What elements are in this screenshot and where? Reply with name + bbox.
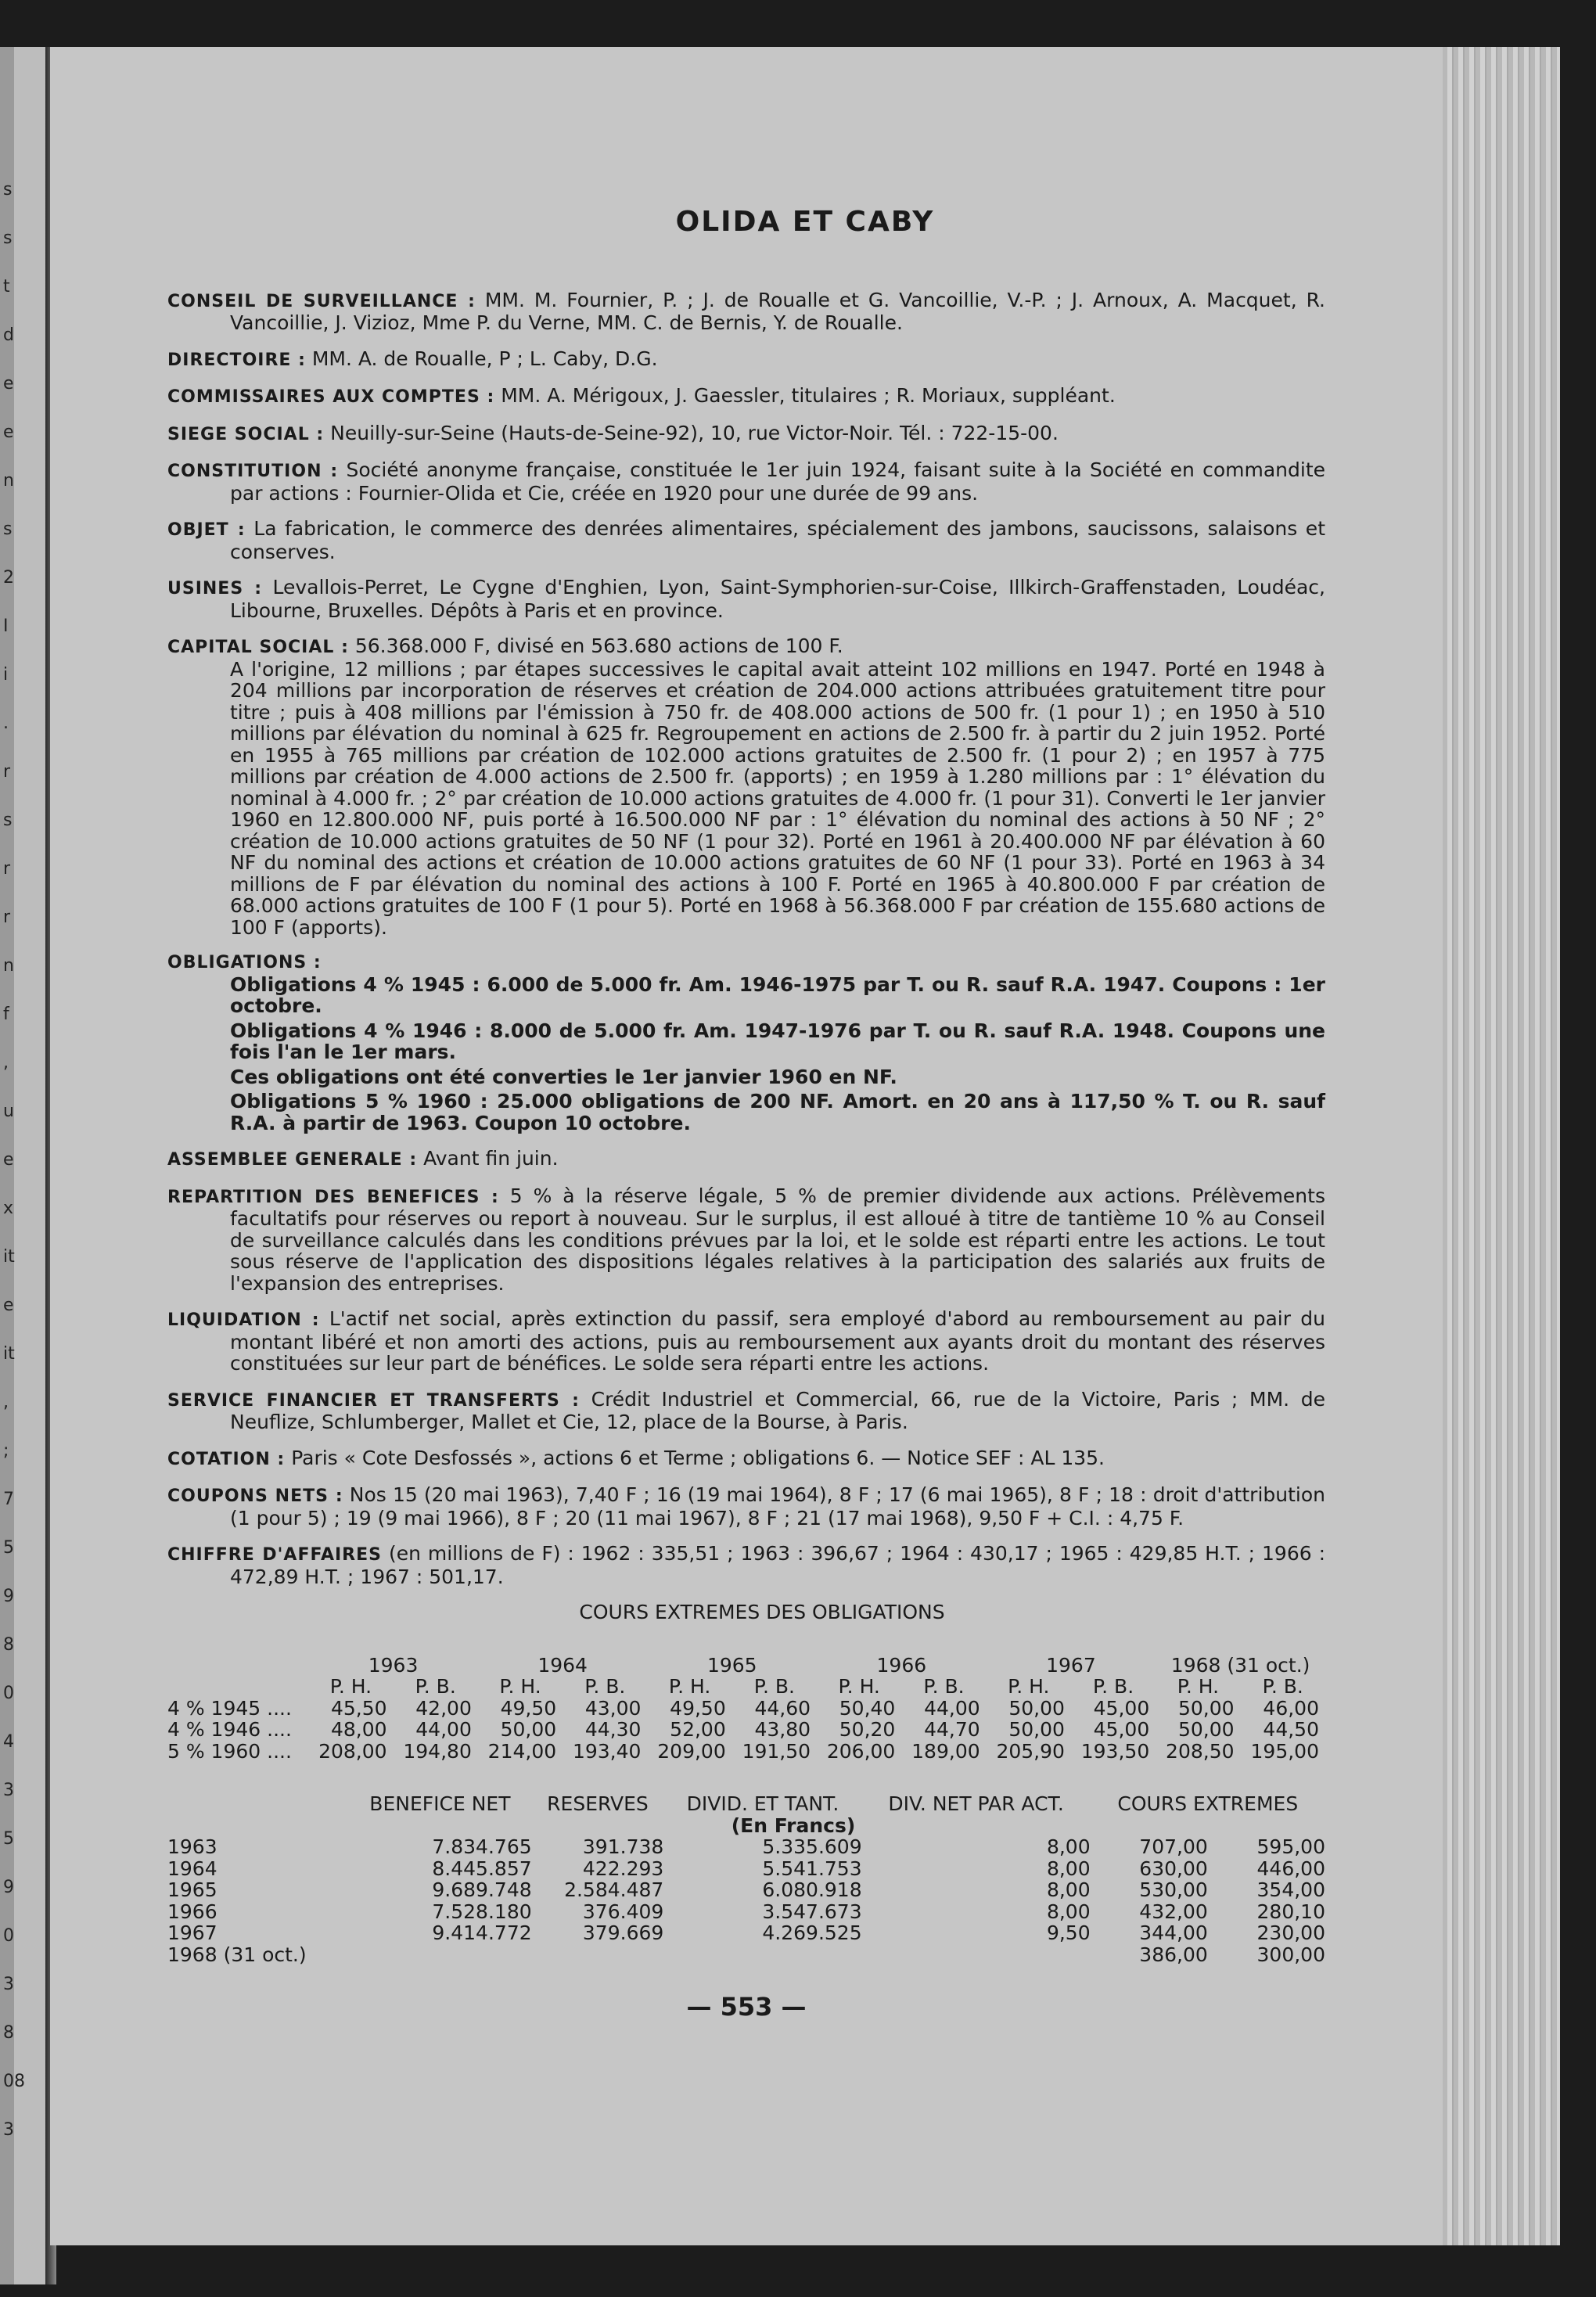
bond-price-cell: 208,50: [1166, 1739, 1235, 1763]
results-divid-cell: 3.547.673: [762, 1900, 862, 1923]
section-text: Avant fin juin.: [423, 1147, 559, 1170]
bond-price-cell: 209,00: [657, 1739, 726, 1763]
facing-page-fragment: s: [3, 180, 13, 200]
facing-page-fragment: n: [3, 471, 14, 491]
results-divid-cell: 5.541.753: [762, 1857, 862, 1880]
section-sections2-3: [167, 1389, 1325, 1433]
section-label: LIQUIDATION :: [167, 1310, 320, 1330]
bond-price-cell: 49,50: [500, 1696, 557, 1720]
section-text: MM. A. de Roualle, P ; L. Caby, D.G.: [311, 347, 658, 370]
bond-price-cell: 52,00: [670, 1718, 726, 1741]
bond-price-cell: 208,00: [318, 1739, 387, 1763]
bond-year-header: 1968 (31 oct.): [1170, 1653, 1310, 1677]
section-sections2-1: [167, 1185, 1325, 1295]
section-text: Crédit Industriel et Commercial, 66, rue de la Victoire, Paris ; MM. de Neuflize, Schlumberger, Mallet et Cie, 12, place de la Bourse, à Paris.: [230, 1387, 1325, 1433]
facing-page-fragment: 2: [3, 568, 14, 588]
capital-section: [167, 635, 1325, 938]
results-divnet-cell: [862, 1944, 1091, 1966]
bond-sub-row: [167, 1676, 1325, 1698]
page-content: [167, 206, 1326, 2022]
table-row: [167, 1879, 1325, 1901]
results-benefice-cell: 9.414.772: [432, 1921, 532, 1944]
section-text: Neuilly-sur-Seine (Hauts-de-Seine-92), 10, rue Victor-Noir. Tél. : 722-15-00.: [330, 421, 1059, 444]
facing-page-fragment: 9: [3, 1878, 14, 1897]
results-reserves-cell: 422.293: [582, 1857, 664, 1880]
section-label: SIEGE SOCIAL :: [167, 424, 325, 444]
unit-row: [167, 1815, 1325, 1837]
bond-price-cell: 45,50: [330, 1696, 387, 1720]
bond-subheader: P. H.: [1008, 1675, 1050, 1698]
results-low-cell: 280,10: [1256, 1900, 1325, 1923]
results-year-cell: 1965: [167, 1878, 217, 1901]
section-text: Société anonyme française, constituée le 1er juin 1924, faisant suite à la Société en commandite par actions : Fournier-Olida et Cie, créée en 1920 pour une durée de 99 ans.: [230, 458, 1326, 505]
bond-price-cell: 44,50: [1263, 1718, 1319, 1741]
results-high-cell: 707,00: [1139, 1835, 1208, 1858]
results-year-cell: 1967: [167, 1921, 217, 1944]
section-sections-2: [167, 385, 1325, 408]
results-header-row: [167, 1793, 1325, 1815]
facing-page-fragment: 5: [3, 1538, 14, 1558]
results-low-cell: 300,00: [1256, 1943, 1325, 1966]
section-text: 5 % à la réserve légale, 5 % de premier dividende aux actions. Prélèvements facultatifs pour réserves ou report à nouveau. Sur le surplus, il est alloué à titre de tantième 10 % au Conseil de surveillance calculés dans les conditions prévues par la loi, et le solde est réparti entre les actions. Le tout sous réserve de l'application des dispositions légales relatives à la participation des salariés aux fruits de l'expansion des entreprises.: [230, 1184, 1325, 1295]
facing-page-fragment: 8: [3, 1635, 14, 1655]
results-divid-cell: 5.335.609: [762, 1835, 862, 1858]
facing-page-fragment: 0: [3, 1926, 14, 1946]
facing-page-fragment: r: [3, 908, 11, 927]
results-low-cell: 595,00: [1256, 1835, 1325, 1858]
results-divid-cell: 4.269.525: [762, 1921, 862, 1944]
section-sections2-5: [167, 1484, 1325, 1529]
facing-page-fragment: f: [3, 1005, 9, 1024]
info-sections: [167, 289, 1325, 622]
document-page: [50, 47, 1443, 2245]
section-sections2-4: [167, 1447, 1325, 1471]
facing-page-fragment: n: [3, 956, 14, 976]
bond-price-cell: 45,00: [1093, 1718, 1150, 1741]
obligation-item: Obligations 5 % 1960 : 25.000 obligations de 200 NF. Amort. en 20 ans à 117,50 % T. ou R. sauf R.A. à partir de 1963. Coupon 10 octobre.: [230, 1090, 1325, 1134]
results-header: RESERVES: [547, 1792, 649, 1815]
table-row: [167, 1858, 1325, 1880]
results-benefice-cell: 7.528.180: [432, 1900, 532, 1923]
section-label: ASSEMBLEE GENERALE :: [167, 1150, 418, 1170]
bond-row-label: 5 % 1960 ....: [167, 1739, 292, 1763]
unit-label: (En Francs): [731, 1814, 856, 1837]
facing-page-fragment: 3: [3, 2120, 14, 2140]
facing-page-fragment: e: [3, 1150, 14, 1170]
bond-price-cell: 44,00: [415, 1718, 472, 1741]
table-row: [167, 1719, 1325, 1741]
bond-subheader: P. H.: [1177, 1675, 1220, 1698]
bond-table-caption: COURS EXTREMES DES OBLIGATIONS: [579, 1601, 945, 1623]
bond-price-cell: 193,40: [572, 1739, 642, 1763]
year-header: [167, 1793, 348, 1815]
section-label: REPARTITION DES BENEFICES :: [167, 1187, 499, 1207]
facing-page-fragment: ;: [3, 1441, 9, 1461]
section-label: USINES :: [167, 579, 263, 599]
bond-subheader: P. H.: [838, 1675, 880, 1698]
results-divnet-cell: 8,00: [1046, 1835, 1091, 1858]
bond-year-row: [167, 1655, 1325, 1677]
bond-price-cell: 44,60: [754, 1696, 811, 1720]
company-title: OLIDA ET CABY: [675, 206, 935, 238]
bond-subheader: P. B.: [1092, 1675, 1134, 1698]
bond-label-header: [167, 1655, 308, 1677]
facing-page-fragment: .: [3, 714, 9, 733]
section-label: OBLIGATIONS :: [167, 953, 322, 972]
facing-page-fragment: 3: [3, 1781, 14, 1800]
bond-year-header: 1963: [368, 1653, 419, 1677]
facing-page-fragment: d: [3, 325, 14, 345]
bond-price-cell: 194,80: [403, 1739, 472, 1763]
results-high-cell: 630,00: [1139, 1857, 1208, 1880]
results-divnet-cell: 8,00: [1046, 1900, 1091, 1923]
facing-page-fragment: ,: [3, 1393, 9, 1412]
bond-price-cell: 44,00: [924, 1696, 980, 1720]
facing-page-fragment: ,: [3, 1053, 9, 1073]
results-benefice-cell: 9.689.748: [432, 1878, 532, 1901]
bond-price-cell: 50,00: [1008, 1696, 1065, 1720]
results-divnet-cell: 9,50: [1046, 1921, 1091, 1944]
bond-year-header: 1964: [537, 1653, 588, 1677]
results-benefice-cell: 8.445.857: [432, 1857, 532, 1880]
page-stack-edge: [1443, 47, 1560, 2245]
facing-page-fragment: s: [3, 228, 13, 248]
table-row: [167, 1922, 1325, 1944]
results-high-cell: 530,00: [1139, 1878, 1208, 1901]
bond-price-cell: 205,90: [996, 1739, 1065, 1763]
facing-page-fragment: 3: [3, 1975, 14, 1994]
section-sections-1: [167, 348, 1325, 372]
facing-page-fragment: 4: [3, 1732, 14, 1752]
results-header: DIVID. ET TANT.: [686, 1792, 839, 1815]
results-benefice-cell: [348, 1944, 531, 1966]
bond-price-cell: 45,00: [1093, 1696, 1150, 1720]
bond-price-cell: 189,00: [911, 1739, 980, 1763]
facing-page-fragment: I: [3, 616, 9, 636]
bond-price-cell: 50,40: [839, 1696, 896, 1720]
results-reserves-cell: 391.738: [582, 1835, 664, 1858]
facing-page-fragment: i: [3, 665, 9, 685]
section-sections2-6: [167, 1543, 1325, 1587]
obligation-item: Obligations 4 % 1946 : 8.000 de 5.000 fr. Am. 1947-1976 par T. ou R. sauf R.A. 1948. Coupons une fois l'an le 1er mars.: [230, 1019, 1325, 1063]
page-number: — 553 —: [686, 1992, 807, 2022]
section-label: CHIFFRE D'AFFAIRES: [167, 1545, 383, 1565]
bond-price-cell: 50,00: [500, 1718, 557, 1741]
facing-page-fragment: s: [3, 519, 13, 539]
section-text: MM. M. Fournier, P. ; J. de Roualle et G. Vancoillie, V.-P. ; J. Arnoux, A. Macquet, R. Vancoillie, J. Vizioz, Mme P. du Verne, MM. C. de Bernis, Y. de Roualle.: [230, 288, 1326, 334]
results-reserves-cell: 376.409: [582, 1900, 664, 1923]
section-text: L'actif net social, après extinction du passif, sera employé d'abord au remboursement au pair du montant libéré et non amorti des actions, puis au remboursement aux ayants droit du montant des réserves constituées sur leur part de bénéfices. Le solde sera réparti entre les actions.: [230, 1307, 1325, 1375]
section-label: COTATION :: [167, 1449, 286, 1469]
bond-price-cell: 50,00: [1177, 1696, 1235, 1720]
results-divid-cell: 6.080.918: [762, 1878, 862, 1901]
bond-price-cell: 193,50: [1080, 1739, 1150, 1763]
bond-subheader: P. B.: [415, 1675, 456, 1698]
bond-year-header: 1965: [706, 1653, 757, 1677]
section-sections2-2: [167, 1308, 1325, 1375]
facing-page-fragment: 08: [3, 2072, 25, 2091]
bond-price-cell: 50,20: [839, 1718, 896, 1741]
bond-price-cell: 191,50: [742, 1739, 811, 1763]
section-text: Levallois-Perret, Le Cygne d'Enghien, Lyon, Saint-Symphorien-sur-Coise, Illkirch-Graffenstaden, Loudéac, Libourne, Bruxelles. Dépôts à Paris et en province.: [230, 576, 1325, 622]
bond-year-header: 1967: [1046, 1653, 1096, 1677]
section-text: La fabrication, le commerce des denrées alimentaires, spécialement des jambons, saucissons, salaisons et conserves.: [230, 517, 1325, 563]
section-text: Nos 15 (20 mai 1963), 7,40 F ; 16 (19 mai 1964), 8 F ; 17 (6 mai 1965), 8 F ; 18 : droit d'attribution (1 pour 5) ; 19 (9 mai 1966), 8 F ; 20 (11 mai 1967), 8 F ; 21 (17 mai 1968), 9,50 F + C.I. : 4,75 F.: [230, 1483, 1325, 1530]
obligations-section: [167, 952, 1325, 1134]
results-reserves-cell: [532, 1944, 664, 1966]
results-divnet-cell: 8,00: [1046, 1857, 1091, 1880]
facing-page-fragment: it: [3, 1247, 15, 1267]
bond-year-header: 1966: [876, 1653, 927, 1677]
section-label: COMMISSAIRES AUX COMPTES :: [167, 387, 495, 407]
table-row: [167, 1741, 1325, 1763]
capital-amount: 56.368.000 F, divisé en 563.680 actions de 100 F.: [354, 634, 843, 657]
bond-price-cell: 48,00: [330, 1718, 387, 1741]
facing-page-fragment: 8: [3, 2023, 14, 2043]
facing-page-fragment: e: [3, 374, 14, 394]
section-sections-6: [167, 577, 1325, 621]
facing-page-fragment: r: [3, 859, 11, 879]
obligation-item: Ces obligations ont été converties le 1er janvier 1960 en NF.: [230, 1065, 897, 1088]
bond-subheader: P. B.: [923, 1675, 965, 1698]
section-text: (en millions de F) : 1962 : 335,51 ; 1963 : 396,67 ; 1964 : 430,17 ; 1965 : 429,85 H.T. ; 1966 : 472,89 H.T. ; 1967 : 501,17.: [230, 1542, 1326, 1588]
facing-page-fragment: 9: [3, 1587, 14, 1606]
results-high-cell: 432,00: [1139, 1900, 1208, 1923]
bond-price-cell: 43,00: [584, 1696, 642, 1720]
section-label: SERVICE FINANCIER ET TRANSFERTS :: [167, 1390, 580, 1411]
info-sections-2: [167, 1148, 1325, 1587]
bond-subheader: P. B.: [584, 1675, 626, 1698]
bond-label-header: [167, 1676, 308, 1698]
results-header: BENEFICE NET: [369, 1792, 511, 1815]
section-sections2-0: [167, 1148, 1325, 1171]
section-sections-0: [167, 289, 1325, 334]
bond-price-cell: 43,80: [754, 1718, 811, 1741]
results-table: [167, 1793, 1325, 1965]
facing-page-fragment: e: [3, 1296, 14, 1315]
section-label: CONSEIL DE SURVEILLANCE :: [167, 291, 476, 311]
facing-page-fragment: s: [3, 811, 13, 830]
facing-page-edge: [0, 47, 45, 2284]
results-divnet-cell: 8,00: [1046, 1878, 1091, 1901]
facing-page-fragment: u: [3, 1102, 14, 1121]
bond-row-label: 4 % 1945 ....: [167, 1696, 292, 1720]
results-header: COURS EXTREMES: [1117, 1792, 1299, 1815]
bond-price-cell: 42,00: [415, 1696, 472, 1720]
table-row: [167, 1901, 1325, 1923]
results-reserves-cell: 379.669: [582, 1921, 664, 1944]
results-low-cell: 354,00: [1256, 1878, 1325, 1901]
facing-page-fragment: x: [3, 1199, 14, 1218]
section-label: COUPONS NETS :: [167, 1486, 343, 1506]
bond-price-table: [167, 1655, 1325, 1763]
results-year-cell: 1968 (31 oct.): [167, 1943, 307, 1966]
facing-page-fragment: r: [3, 762, 11, 782]
facing-page-fragment: 0: [3, 1684, 14, 1703]
results-header: DIV. NET PAR ACT.: [888, 1792, 1064, 1815]
results-high-cell: 386,00: [1139, 1943, 1208, 1966]
obligation-item: Obligations 4 % 1945 : 6.000 de 5.000 fr. Am. 1946-1975 par T. ou R. sauf R.A. 1947. Coupons : 1er octobre.: [230, 972, 1325, 1017]
bond-subheader: P. B.: [753, 1675, 795, 1698]
results-low-cell: 446,00: [1256, 1857, 1325, 1880]
facing-page-fragment: it: [3, 1344, 15, 1364]
section-label: CAPITAL SOCIAL :: [167, 638, 349, 657]
table-row: [167, 1698, 1325, 1720]
section-label: CONSTITUTION :: [167, 462, 339, 481]
section-label: OBJET :: [167, 520, 246, 540]
obligations-list: [167, 974, 1325, 1134]
table-row: [167, 1944, 1325, 1966]
bond-row-label: 4 % 1946 ....: [167, 1718, 292, 1741]
bond-price-cell: 195,00: [1250, 1739, 1319, 1763]
bond-price-cell: 50,00: [1177, 1718, 1235, 1741]
results-year-cell: 1964: [167, 1857, 217, 1880]
bond-price-cell: 206,00: [826, 1739, 896, 1763]
bond-subheader: P. H.: [668, 1675, 711, 1698]
facing-page-fragment: 5: [3, 1829, 14, 1849]
results-low-cell: 230,00: [1256, 1921, 1325, 1944]
bond-price-cell: 50,00: [1008, 1718, 1065, 1741]
table-row: [167, 1836, 1325, 1858]
facing-page-fragment: e: [3, 422, 14, 442]
section-text: Paris « Cote Desfossés », actions 6 et Terme ; obligations 6. — Notice SEF : AL 135.: [291, 1446, 1105, 1469]
capital-history: A l'origine, 12 millions ; par étapes successives le capital avait atteint 102 millions en 1947. Porté en 1948 à 204 millions par incorporation de réserves et création de 204.000 actions attribuées gratuitement titre pour titre ; puis à 408 millions par l'émission à 750 fr. de 408.000 actions de 500 fr. (1 pour 1) ; en 1950 à 510 millions par élévation du nominal à 625 fr. Regroupement en actions de 2.500 fr. à partir du 2 juin 1952. Porté en 1955 à 765 millions par création de 102.000 actions gratuites de 2.500 fr. (1 pour 2) ; en 1957 à 775 millions par création de 4.000 actions de 2.500 fr. (apports) ; en 1959 à 1.280 millions par : 1° élévation du nominal à 4.000 fr. ; 2° par création de 10.000 actions gratuites de 4.000 fr. (1 pour 31). Converti le 1er janvier 1960 en 12.800.000 NF, puis porté à 16.500.000 NF par : 1° élévation du nominal des actions à 50 NF ; 2° création de 10.000 actions gratuites de 50 NF (1 pour 32). Porté en 1961 à 20.400.000 NF par élévation à 60 NF du nominal des actions et création de 10.000 actions gratuites de 60 NF (1 pour 33). Porté en 1963 à 34 millions de F par élévation du nominal des actions à 100 F. Porté en 1965 à 40.800.000 F par création de 68.000 actions gratuites de 100 F (1 pour 5). Porté en 1968 à 56.368.000 F par création de 155.680 actions de 100 F (apports).: [230, 657, 1325, 939]
results-year-cell: 1966: [167, 1900, 217, 1923]
section-sections-3: [167, 422, 1325, 446]
results-benefice-cell: 7.834.765: [432, 1835, 532, 1858]
bond-price-cell: 214,00: [487, 1739, 557, 1763]
section-sections-5: [167, 518, 1325, 563]
bond-subheader: P. H.: [329, 1675, 372, 1698]
facing-page-fragment: t: [3, 277, 10, 297]
bond-subheader: P. B.: [1262, 1675, 1303, 1698]
section-text: MM. A. Mérigoux, J. Gaessler, titulaires ; R. Moriaux, suppléant.: [501, 384, 1116, 407]
results-year-cell: 1963: [167, 1835, 217, 1858]
results-divid-cell: [663, 1944, 861, 1966]
bond-subheader: P. H.: [499, 1675, 541, 1698]
bond-price-cell: 44,70: [924, 1718, 980, 1741]
results-high-cell: 344,00: [1139, 1921, 1208, 1944]
facing-page-fragment: 7: [3, 1490, 14, 1509]
section-sections-4: [167, 459, 1325, 504]
bond-price-cell: 46,00: [1263, 1696, 1319, 1720]
bond-price-cell: 44,30: [584, 1718, 642, 1741]
section-label: DIRECTOIRE :: [167, 350, 306, 370]
bond-price-cell: 49,50: [670, 1696, 726, 1720]
results-reserves-cell: 2.584.487: [564, 1878, 664, 1901]
